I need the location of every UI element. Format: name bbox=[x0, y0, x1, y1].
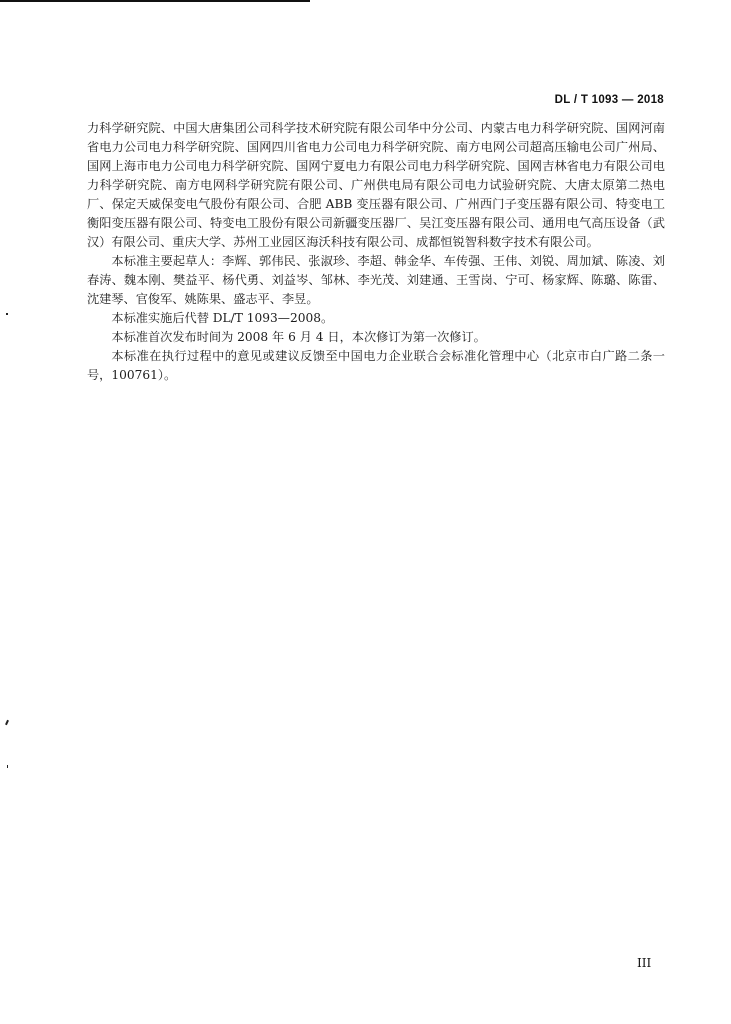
document-body bbox=[87, 119, 665, 385]
replaces-paragraph: 本标准实施后代替 DL/T 1093—2008。 bbox=[111, 311, 334, 325]
main-drafters-paragraph: 本标准主要起草人：李辉、郭伟民、张淑珍、李超、韩金华、车传强、王伟、刘锐、周加斌、陈凌、刘春涛、魏本刚、樊益平、杨代勇、刘益岑、邹林、李光茂、刘建通、王雪岗、宁可、杨家辉、陈璐、陈雷、沈建琴、官俊军、姚陈果、盛志平、李昱。 bbox=[87, 254, 665, 306]
top-edge-line bbox=[0, 0, 310, 2]
document-code-header: DL / T 1093 — 2018 bbox=[554, 94, 664, 106]
release-history-paragraph: 本标准首次发布时间为 2008 年 6 月 4 日，本次修订为第一次修订。 bbox=[111, 330, 486, 344]
scan-speck bbox=[6, 313, 8, 315]
page-number: III bbox=[637, 956, 652, 970]
scan-speck bbox=[5, 720, 9, 725]
scan-speck bbox=[7, 765, 8, 768]
drafting-units-paragraph: 力科学研究院、中国大唐集团公司科学技术研究院有限公司华中分公司、内蒙古电力科学研究院、国网河南省电力公司电力科学研究院、国网四川省电力公司电力科学研究院、南方电网公司超高压输电公司广州局、国网上海市电力公司电力科学研究院、国网宁夏电力有限公司电力科学研究院、国网吉林省电力有限公司电力科学研究院、南方电网科学研究院有限公司、广州供电局有限公司电力试验研究院、大唐太原第二热电厂、保定天威保变电气股份有限公司、合肥 ABB 变压器有限公司、广州西门子变压器有限公司、特变电工衡阳变压器有限公司、特变电工股份有限公司新疆变压器厂、吴江变压器有限公司、通用电气高压设备（武汉）有限公司、重庆大学、苏州工业园区海沃科技有限公司、成都恒锐智科数字技术有限公司。 bbox=[87, 121, 665, 249]
feedback-paragraph: 本标准在执行过程中的意见或建议反馈至中国电力企业联合会标准化管理中心（北京市白广路二条一号，100761）。 bbox=[87, 349, 665, 382]
